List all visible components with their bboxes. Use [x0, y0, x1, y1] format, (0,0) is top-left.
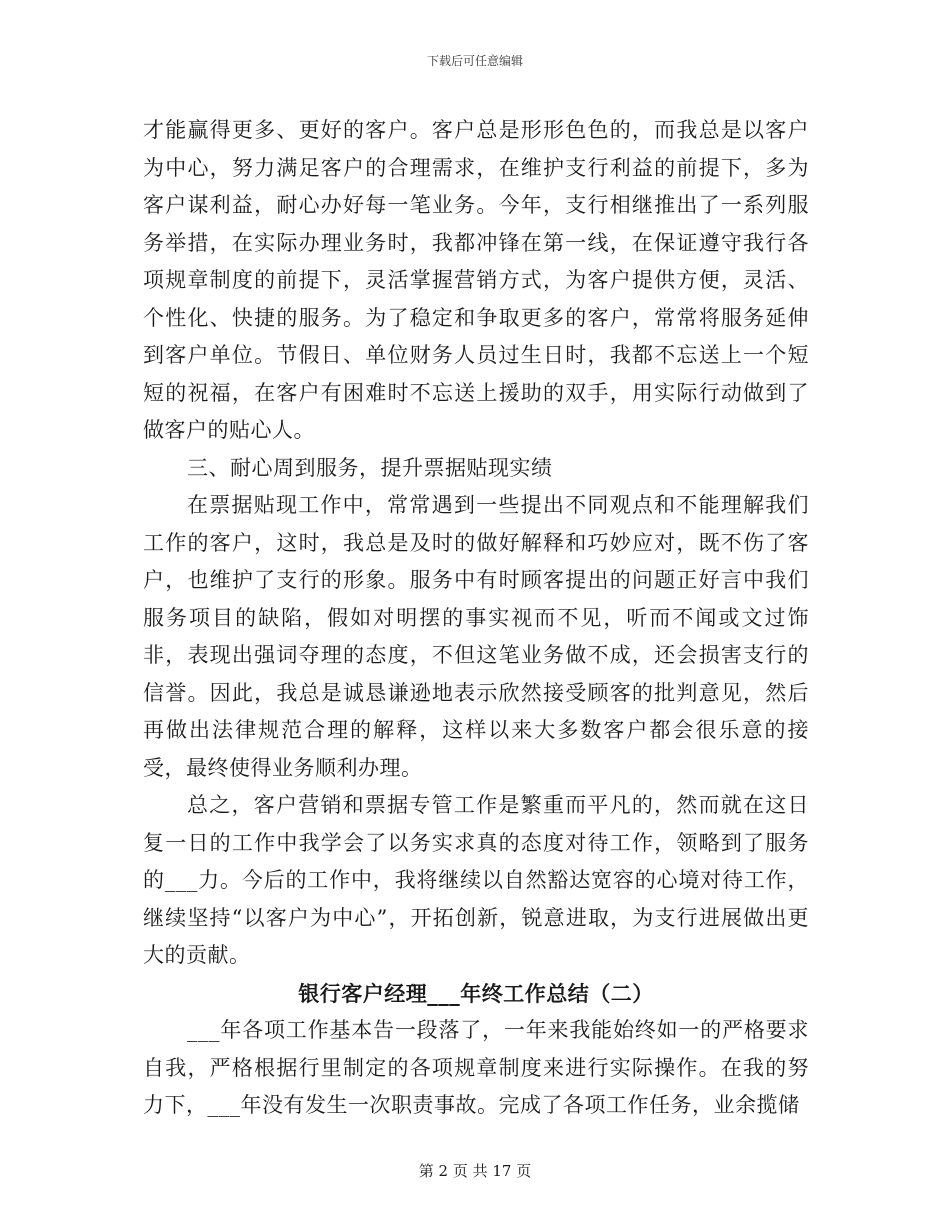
page-number: 第 2 页 共 17 页: [418, 1162, 532, 1180]
section-heading-3: 三、耐心周到服务，提升票据贴现实绩: [187, 455, 553, 480]
paragraph-1: 才能赢得更多、更好的客户。客户总是形形色色的，而我总是以客户为中心，努力满足客户的合理需求，在维护支行利益的前提下，多为客户谋利益，耐心办好每一笔业务。今年，支行相继推出了一系列服务举措，在实际办理业务时，我都冲锋在第一线，在保证遵守我行各项规章制度的前提下，灵活掌握营销方式，为客户提供方便，灵活、个性化、快捷的服务。为了稳定和争取更多的客户，常常将服务延伸到客户单位。节假日、单位财务人员过生日时，我都不忘送上一个短短的祝福，在客户有困难时不忘送上援助的双手，用实际行动做到了做客户的贴心人。: [143, 118, 809, 442]
paragraph-4: ___年各项工作基本告一段落了，一年来我能始终如一的严格要求自我，严格根据行里制定的各项规章制度来进行实际操作。在我的努力下，___年没有发生一次职责事故。完成了各项工作任务，业余揽储: [143, 1018, 809, 1117]
document-body: [143, 112, 809, 1125]
section-title-2: 银行客户经理___年终工作总结（二）: [298, 980, 654, 1006]
paragraph-2: 在票据贴现工作中，常常遇到一些提出不同观点和不能理解我们工作的客户，这时，我总是及时的做好解释和巧妙应对，既不伤了客户，也维护了支行的形象。服务中有时顾客提出的问题正好言中我们服务项目的缺陷，假如对明摆的事实视而不见，听而不闻或文过饰非，表现出强词夺理的态度，不但这笔业务做不成，还会损害支行的信誉。因此，我总是诚恳谦逊地表示欣然接受顾客的批判意见，然后再做出法律规范合理的解释，这样以来大多数客户都会很乐意的接受，最终使得业务顺利办理。: [143, 493, 809, 780]
paragraph-3: 总之，客户营销和票据专管工作是繁重而平凡的，然而就在这日复一日的工作中我学会了以务实求真的态度对待工作，领略到了服务的___力。今后的工作中，我将继续以自然豁达宽容的心境对待工作，继续坚持“以客户为中心”，开拓创新，锐意进取，为支行进展做出更大的贡献。: [143, 793, 809, 967]
page-header-note: 下载后可任意编辑: [426, 54, 523, 68]
